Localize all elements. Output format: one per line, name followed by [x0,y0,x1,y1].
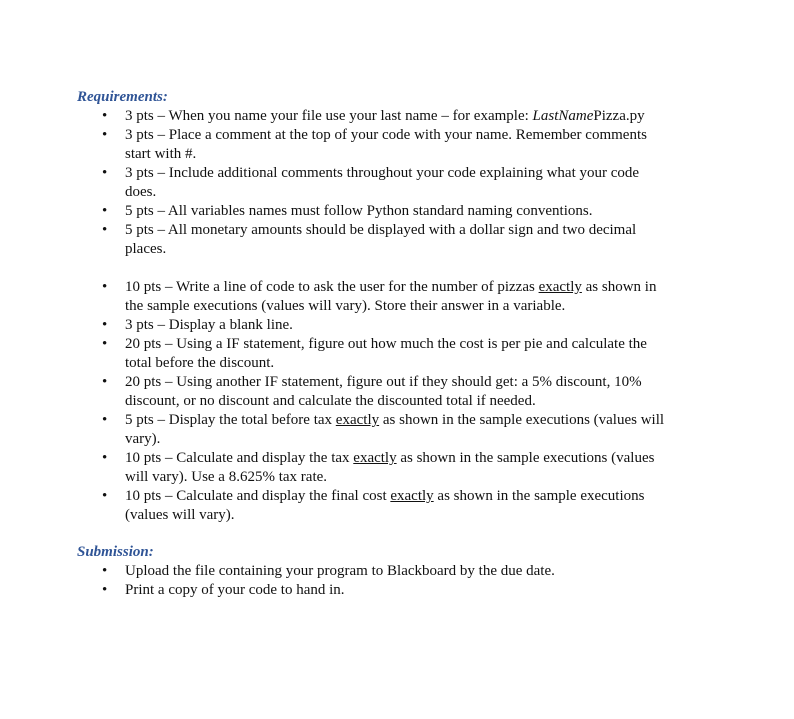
requirement-text-after: as shown in the sample executions (values will [379,412,665,428]
requirement-text: 3 pts – Place a comment at the top of your code with your name. Remember comments [125,127,647,143]
requirement-text: 3 pts – Display a blank line. [125,317,293,333]
requirement-text: 10 pts – Write a line of code to ask the user for the number of pizzas [125,279,539,295]
requirement-text: 3 pts – When you name your file use your last name – for example: [125,108,533,124]
requirement-text-after: as shown in the sample executions [433,488,645,504]
bullet-icon: • [102,317,108,333]
bullet-icon: • [102,222,108,238]
requirement-text: 20 pts – Using a IF statement, figure out how much the cost is per pie and calculate the [125,336,647,352]
bullet-icon: • [102,127,108,143]
underlined-word: exactly [353,450,397,466]
bullet-icon: • [102,374,108,390]
requirement-text: 5 pts – Display the total before tax [125,412,336,428]
requirements-heading: Requirements: [77,89,168,105]
requirement-text-cont: the sample executions (values will vary). Store their answer in a variable. [125,298,566,314]
submission-heading: Submission: [77,544,154,560]
requirement-text-after: as shown in [581,279,657,295]
requirement-text: 10 pts – Calculate and display the final cost [125,488,391,504]
requirement-text-cont: total before the discount. [125,355,275,371]
bullet-icon: • [102,108,108,124]
filename-rest: Pizza.py [593,108,645,124]
requirement-text-cont: will vary). Use a 8.625% tax rate. [125,469,328,485]
submission-text: Print a copy of your code to hand in. [125,582,345,598]
bullet-icon: • [102,336,108,352]
requirement-text-cont: does. [125,184,157,200]
bullet-icon: • [102,165,108,181]
bullet-icon: • [102,582,108,598]
bullet-icon: • [102,450,108,466]
requirement-text: 10 pts – Calculate and display the tax [125,450,354,466]
bullet-icon: • [102,412,108,428]
underlined-word: exactly [538,279,582,295]
requirement-text-after: as shown in the sample executions (values [396,450,655,466]
bullet-icon: • [102,563,108,579]
bullet-icon: • [102,279,108,295]
requirement-text-cont: (values will vary). [125,507,235,523]
requirement-text-cont: discount, or no discount and calculate the discounted total if needed. [125,393,536,409]
requirement-text-cont: start with #. [125,146,197,162]
bullet-icon: • [102,203,108,219]
requirement-text-cont: vary). [125,431,161,447]
requirement-text: 3 pts – Include additional comments throughout your code explaining what your code [125,165,640,181]
bullet-icon: • [102,488,108,504]
underlined-word: exactly [390,488,434,504]
filename-italic: LastName [532,108,594,124]
requirement-text: 5 pts – All variables names must follow Python standard naming conventions. [125,203,593,219]
requirement-text-cont: places. [125,241,167,257]
requirement-text: 5 pts – All monetary amounts should be displayed with a dollar sign and two decimal [125,222,637,238]
underlined-word: exactly [335,412,380,428]
requirement-text: 20 pts – Using another IF statement, figure out if they should get: a 5% discount, 10% [125,374,642,390]
submission-text: Upload the file containing your program to Blackboard by the due date. [125,563,555,579]
